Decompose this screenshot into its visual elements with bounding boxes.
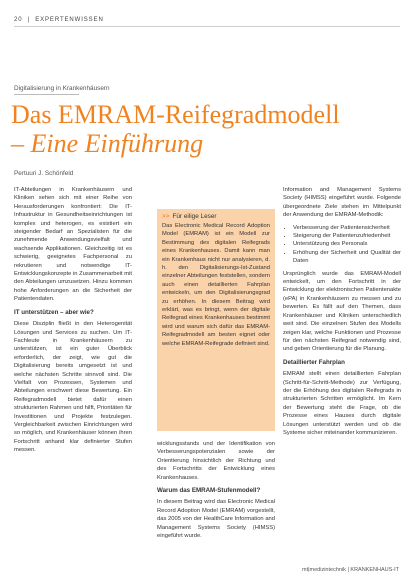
- paragraph: IT-Abteilungen in Krankenhäusern und Kliniken sehen sich mit einer Reihe von Herausforderungen konfrontiert: Die IT-Infrastruktur in Gesundheitseinrichtungen ist komplex und heterogen, es existiert ein steigender Bedarf an Spezialisten für die zunehmende Anwendungsvielfalt und wachsende Applikationen. Gleichzeitig ist es schwierig, geeignetes Fachpersonal zu rekrutieren und notwendige IT-Entwicklungskonzepte in Zusammenarbeit mit den Abteilungen umzusetzen. Hinzu kommen hohe Anforderungen an die Sicherheit der Patientendaten.: [14, 187, 132, 303]
- column-2: [157, 440, 275, 544]
- column-3: [283, 186, 401, 441]
- kicker-rule: [14, 94, 79, 95]
- title-sub: – Eine Einführung: [11, 129, 204, 158]
- section-heading: IT unterstützen – aber wie?: [14, 308, 94, 316]
- page-footer: mt|medizintechnik | KRANKENHAUS-IT: [302, 567, 399, 573]
- paragraph: In diesem Beitrag wird das Electronic Medical Record Adoption Model (EMRAM) vorgestellt, das 2005 von der HealthCare Information and Management Systems Society (HIMSS) eingeführt wurde.: [157, 499, 275, 540]
- section-heading: Warum das EMRAM-Stufenmodell?: [157, 487, 261, 495]
- title-main: Das EMRAM-Reifegradmodell: [11, 100, 340, 129]
- box-heading-label: Für eilige Leser: [172, 213, 217, 220]
- page-number: 20: [14, 17, 23, 23]
- paragraph: Diese Disziplin fließt in den Heterogenität Lösungen und Services zu suchen. Um IT-Fachleute in Krankenhäusern zu unterstützen, ist ein guter Überblick erforderlich, der zeigt, wie gut die Digitalisierung bereits umgesetzt ist und welche nächsten Schritte sinnvoll sind. Die Vielfalt von Prozessen, Systemen und Abteilungen erschwert diese Bewertung. Ein Reifegradmodell bietet dafür einen strukturierten Rahmen und hilft, Prioritäten für Investitionen und Projekte festzulegen. Vergleichbarkeit zwischen Einrichtungen wird so möglich, und Krankenhäuser können ihren Fortschritt anhand klar definierter Stufen messen.: [14, 321, 132, 454]
- section-heading: Detaillierter Fahrplan: [283, 358, 345, 366]
- column-1: [14, 186, 132, 459]
- chevron-right-icon: >>: [162, 213, 170, 220]
- paragraph: wicklungsstands und der Identifikation von Verbesserungspotenzialen sowie der Orientierung hinsichtlich der Richtung und des Fortschritts der Entwicklung eines Krankenhauses.: [157, 441, 275, 481]
- list-item: • Verbesserung der Patientensicherheit: [293, 224, 401, 232]
- box-text: Das Electronic Medical Record Adoption Model (EMRAM) ist ein Modell zur Bestimmung des digitalen Reifegrads eines Krankenhauses. Damit kann man ein Krankenhaus nicht nur analysieren, d. h. den Digitalisierungs-Ist-Zustand einzelner Abteilungen feststellen, sondern auch einen detaillierten Fahrplan entwickeln, um den Digitalisierungsgrad zu erhöhen. In diesem Beitrag wird erklärt, was es bringt, wenn der digitale Reifegrad eines Krankenhauses bestimmt wird und warum sich dafür das EMRAM-Reifegradmodell am besten eignet oder welche EMRAM-Reifegrade definiert sind.: [162, 223, 270, 347]
- box-heading: [162, 213, 270, 220]
- list-item: • Steigerung der Patientenzufriedenheit: [293, 232, 401, 240]
- paragraph: Ursprünglich wurde das EMRAM-Modell entwickelt, um den Fortschritt in der Entwicklung der elektronischen Patientenakte (ePA) in Krankenhäusern zu messen und zu bewerten. Es fällt auf den Themen, dass Krankenhäuser und Kliniken unterschiedlich weit sind. Die einzelnen Stufen des Modells zeigen klar, welche Funktionen und Prozesse für den nächsten Reifegrad notwendig sind, und geben Orientierung für die Planung.: [283, 270, 401, 353]
- header-rule: [14, 26, 400, 27]
- list-item: • Erhöhung der Sicherheit und Qualität der Daten: [293, 249, 401, 266]
- list-item: • Unterstützung des Personals: [293, 240, 401, 248]
- quick-reader-box: [157, 209, 275, 431]
- paragraph: Information and Management Systems Society (HIMSS) eingeführt wurde. Folgende übergeordnete Ziele stehen im Mittelpunkt der Anwendung der EMRAM-Methodik:: [283, 187, 401, 219]
- article-kicker: Digitalisierung in Krankenhäusern: [14, 85, 110, 92]
- article-title: [11, 100, 401, 158]
- goal-list: [283, 224, 401, 266]
- author-line: Pertuuri J. Schönfeld: [14, 170, 74, 177]
- paragraph: EMRAM stellt einen detaillierten Fahrplan (Schritt-für-Schritt-Methode) zur Verfügung, der die Erhöhung des digitalen Reifegrads in strukturierten Schritten ermöglicht. Im Kern der Bewertung steht die Frage, ob die Prozesse eines Hauses durch digitale Lösungen unterstützt werden und ob die Systeme sicher miteinander kommunizieren.: [283, 371, 401, 436]
- running-header: 20 | EXPERTENWISSEN: [14, 17, 104, 23]
- section-label: EXPERTENWISSEN: [35, 17, 104, 23]
